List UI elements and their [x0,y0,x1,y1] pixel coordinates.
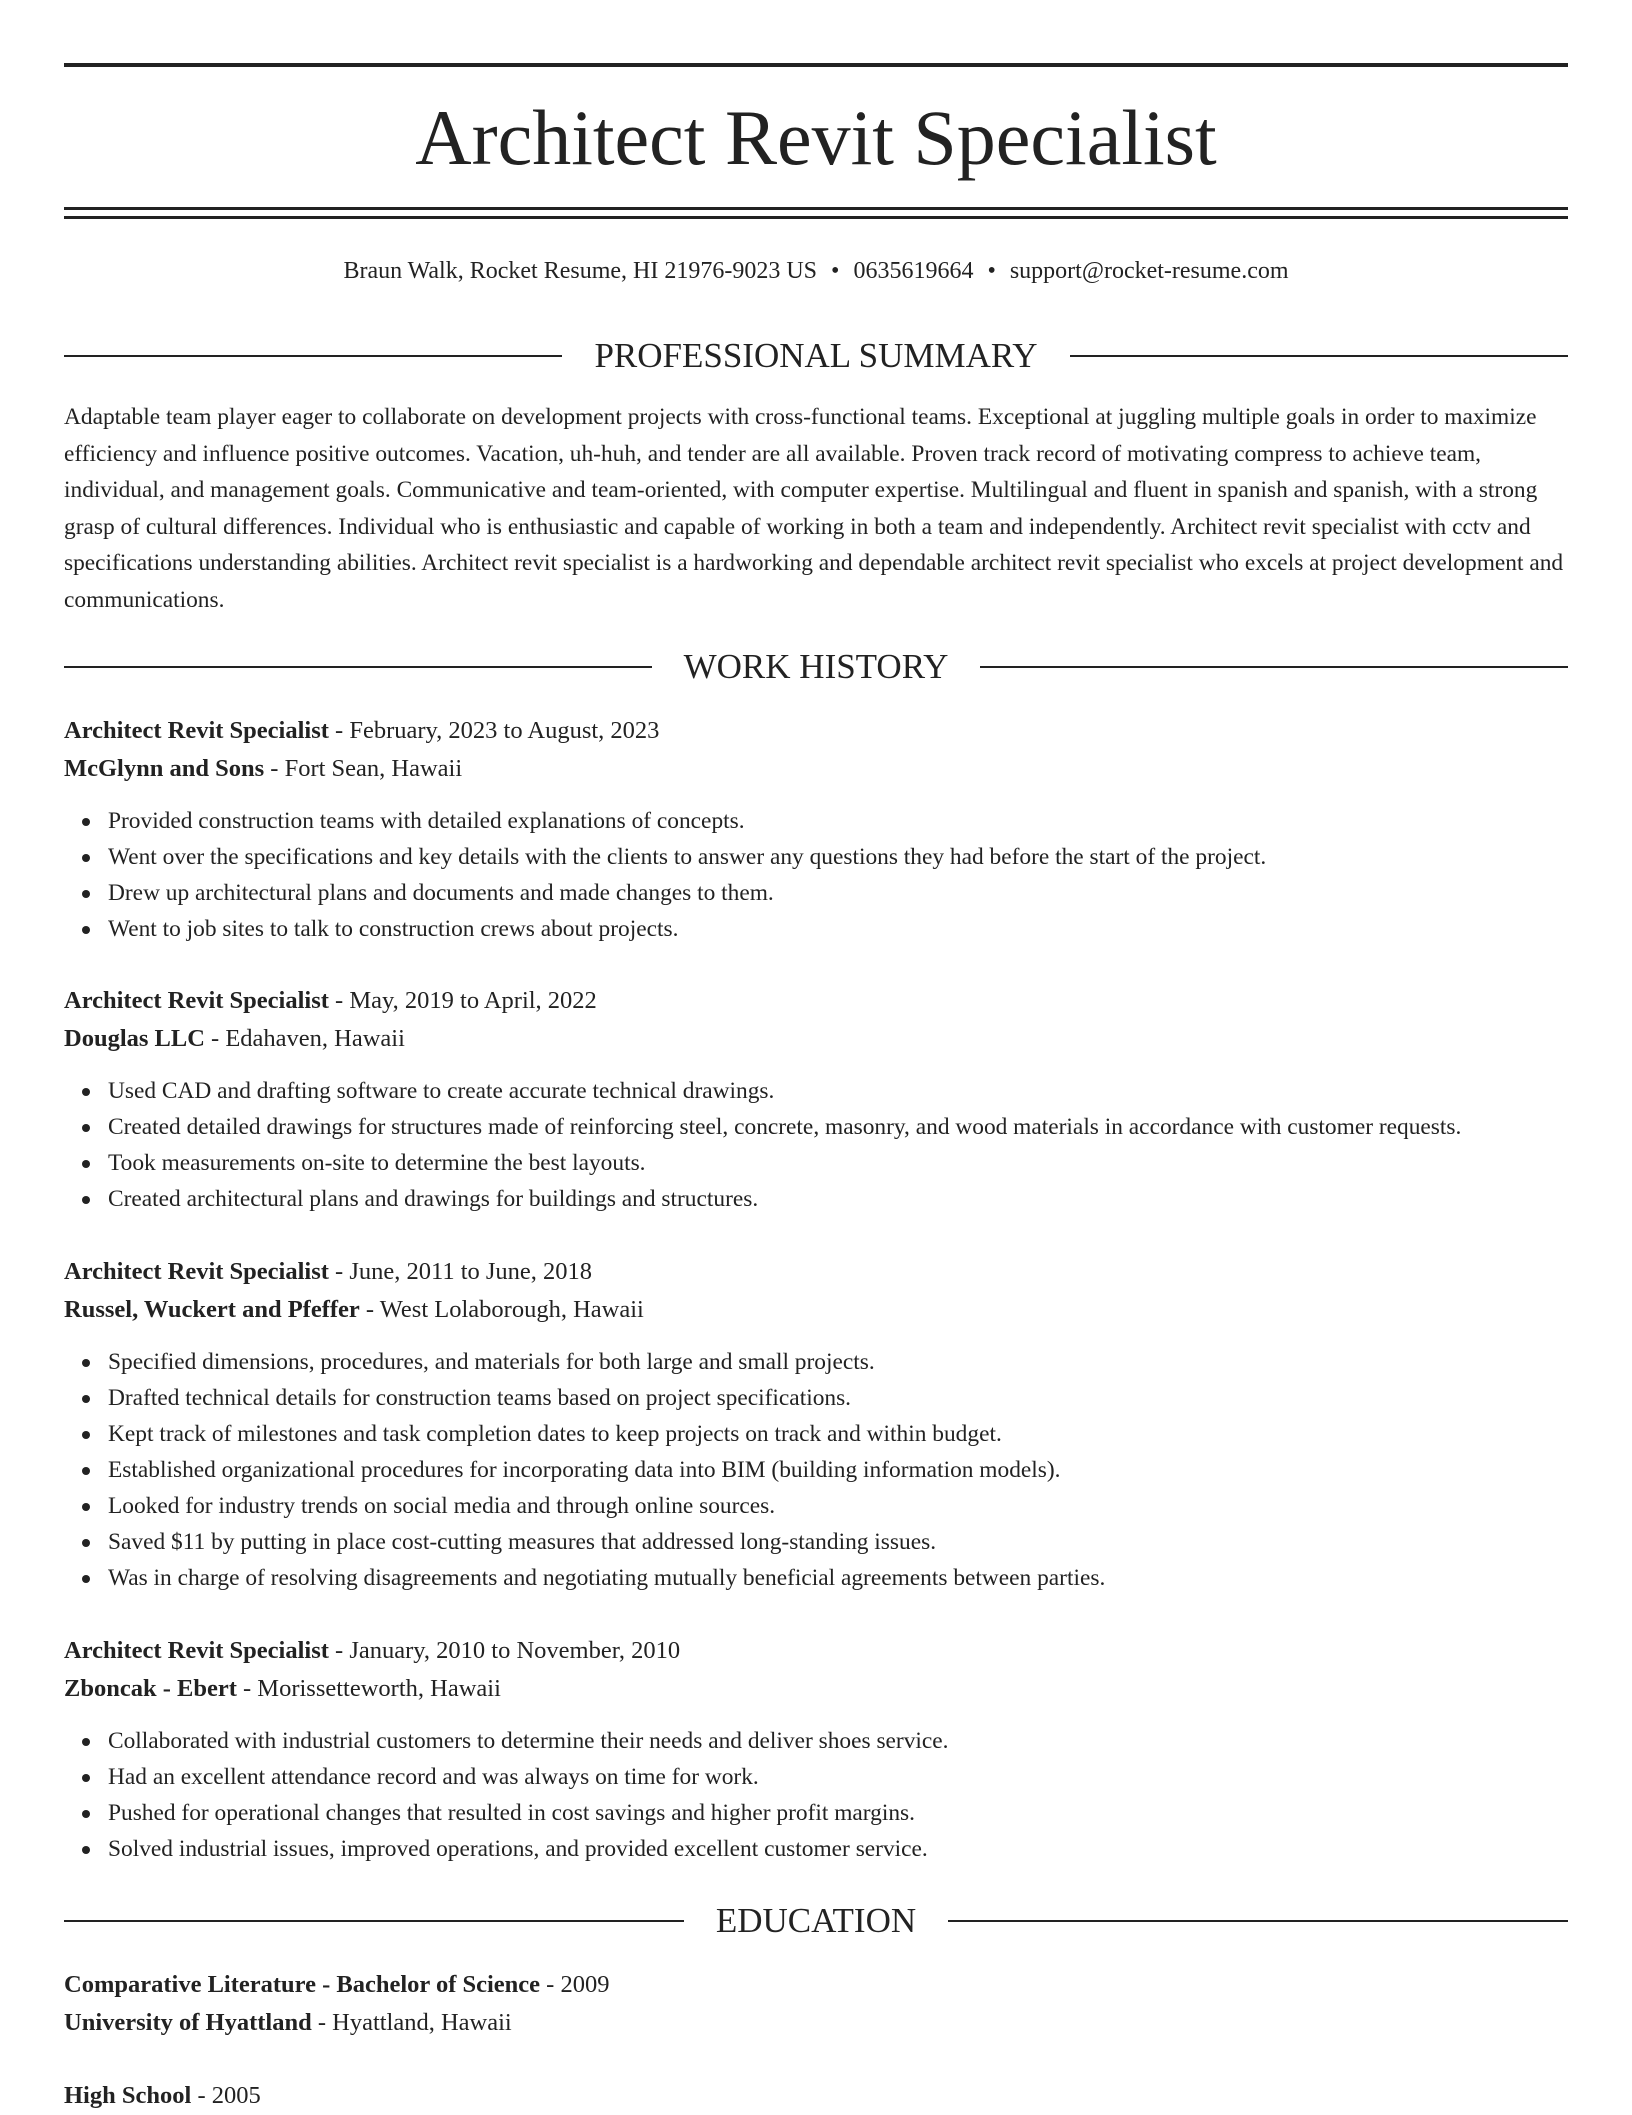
job-bullet: Drafted technical details for construction teams based on project specifications. [108,1380,1568,1416]
job-bullet: Created architectural plans and drawings for buildings and structures. [108,1181,1568,1217]
summary-paragraph: Adaptable team player eager to collaborate on development projects with cross-functional teams. Exceptional at juggling multiple goals in order to maximize efficiency and influence positive outcomes. Vacation, uh-huh, and tender are all available. Proven track record of motivating compress to achieve team, individual, and management goals. Communicative and team-oriented, with computer expertise. Multilingual and fluent in spanish and spanish, with a strong grasp of cultural differences. Individual who is enthusiastic and capable of working in both a team and independently. Architect revit specialist with cctv and specifications understanding abilities. Architect revit specialist is a hardworking and dependable architect revit specialist who excels at project development and communications. [64,404,1564,613]
contact-line [64,256,1568,286]
heading-rule-left [64,666,652,668]
job-title: Architect Revit Specialist [64,987,329,1014]
contact-email: support@rocket-resume.com [1009,258,1289,284]
job-bullets [64,1344,1568,1596]
job-bullet: Went over the specifications and key details with the clients to answer any questions they had before the start of the project. [108,839,1568,875]
degree-line [64,2077,1568,2115]
job-dates: - June, 2011 to June, 2018 [328,1258,593,1285]
job-bullet: Established organizational procedures for incorporating data into BIM (building information models). [108,1452,1568,1488]
job-title: Architect Revit Specialist [64,1258,329,1285]
job-bullet: Looked for industry trends on social media and through online sources. [108,1488,1568,1524]
job-company: Zboncak - Ebert [64,1675,237,1702]
contact-address: Braun Walk, Rocket Resume, HI 21976-9023 US [343,258,818,284]
job-bullet: Had an excellent attendance record and was always on time for work. [108,1759,1568,1795]
section-heading-label: EDUCATION [715,1901,917,1940]
job-bullet: Pushed for operational changes that resulted in cost savings and higher profit margins. [108,1795,1568,1831]
job-bullet: Drew up architectural plans and documents and made changes to them. [108,875,1568,911]
job-company: Douglas LLC [64,1025,205,1052]
degree: Comparative Literature - Bachelor of Science [64,1971,541,1998]
job-title-line [64,1253,1568,1291]
job-bullets [64,1723,1568,1867]
work-entry-1 [64,712,1568,947]
job-title: Architect Revit Specialist [64,717,329,744]
heading-rule-left [64,1920,684,1922]
heading-rule-right [980,666,1568,668]
top-rule [64,63,1568,67]
job-company-line [64,1291,1568,1329]
job-bullet: Took measurements on-site to determine the best layouts. [108,1145,1568,1181]
heading-rule-right [1070,355,1568,357]
graduation-year: - 2009 [540,1971,610,1998]
job-title-line [64,712,1568,750]
job-title-line [64,982,1568,1020]
job-company-line [64,750,1568,788]
section-heading-education [64,1901,1568,1941]
job-bullet: Saved $11 by putting in place cost-cutting measures that addressed long-standing issues. [108,1524,1568,1560]
job-bullet: Kept track of milestones and task completion dates to keep projects on track and within budget. [108,1416,1568,1452]
school-line [64,2004,1568,2042]
job-title-line [64,1632,1568,1670]
resume-title: Architect Revit Specialist [415,94,1217,181]
contact-separator: • [987,258,996,284]
graduation-year: - 2005 [191,2082,261,2109]
job-bullet: Was in charge of resolving disagreements and negotiating mutually beneficial agreements between parties. [108,1560,1568,1596]
work-entry-4 [64,1632,1568,1867]
job-company: Russel, Wuckert and Pfeffer [64,1296,360,1323]
contact-phone: 0635619664 [853,258,974,284]
degree: High School [64,2082,192,2109]
job-bullet: Provided construction teams with detailed explanations of concepts. [108,803,1568,839]
section-heading-label: PROFESSIONAL SUMMARY [594,336,1038,375]
job-bullet: Collaborated with industrial customers to determine their needs and deliver shoes service. [108,1723,1568,1759]
heading-rule-left [64,355,562,357]
job-title: Architect Revit Specialist [64,1637,329,1664]
work-entry-3 [64,1253,1568,1596]
job-bullets [64,803,1568,947]
job-bullet: Went to job sites to talk to construction crews about projects. [108,911,1568,947]
job-dates: - May, 2019 to April, 2022 [328,987,597,1014]
section-heading-work-history [64,647,1568,687]
job-location: - Edahaven, Hawaii [204,1025,405,1052]
section-heading-summary [64,336,1568,376]
job-dates: - January, 2010 to November, 2010 [328,1637,681,1664]
section-heading-label: WORK HISTORY [683,647,949,686]
job-location: - Fort Sean, Hawaii [264,755,463,782]
work-entry-2 [64,982,1568,1217]
job-company-line [64,1020,1568,1058]
job-location: - Morissetteworth, Hawaii [236,1675,501,1702]
heading-rule-right [948,1920,1568,1922]
education-entry-1 [64,1966,1568,2042]
job-company: McGlynn and Sons [64,755,265,782]
job-location: - West Lolaborough, Hawaii [359,1296,644,1323]
job-dates: - February, 2023 to August, 2023 [328,717,660,744]
contact-separator: • [831,258,840,284]
degree-line [64,1966,1568,2004]
job-bullets [64,1073,1568,1217]
school: University of Hyattland [64,2009,312,2036]
school-location: - Hyattland, Hawaii [311,2009,512,2036]
job-bullet: Specified dimensions, procedures, and materials for both large and small projects. [108,1344,1568,1380]
job-bullet: Solved industrial issues, improved operations, and provided excellent customer service. [108,1831,1568,1867]
title-double-rule-lower [64,216,1568,219]
job-bullet: Used CAD and drafting software to create accurate technical drawings. [108,1073,1568,1109]
education-entry-2 [64,2077,1568,2115]
title-double-rule-upper [64,207,1568,210]
job-company-line [64,1670,1568,1708]
job-bullet: Created detailed drawings for structures made of reinforcing steel, concrete, masonry, and wood materials in accordance with customer requests. [108,1109,1568,1145]
